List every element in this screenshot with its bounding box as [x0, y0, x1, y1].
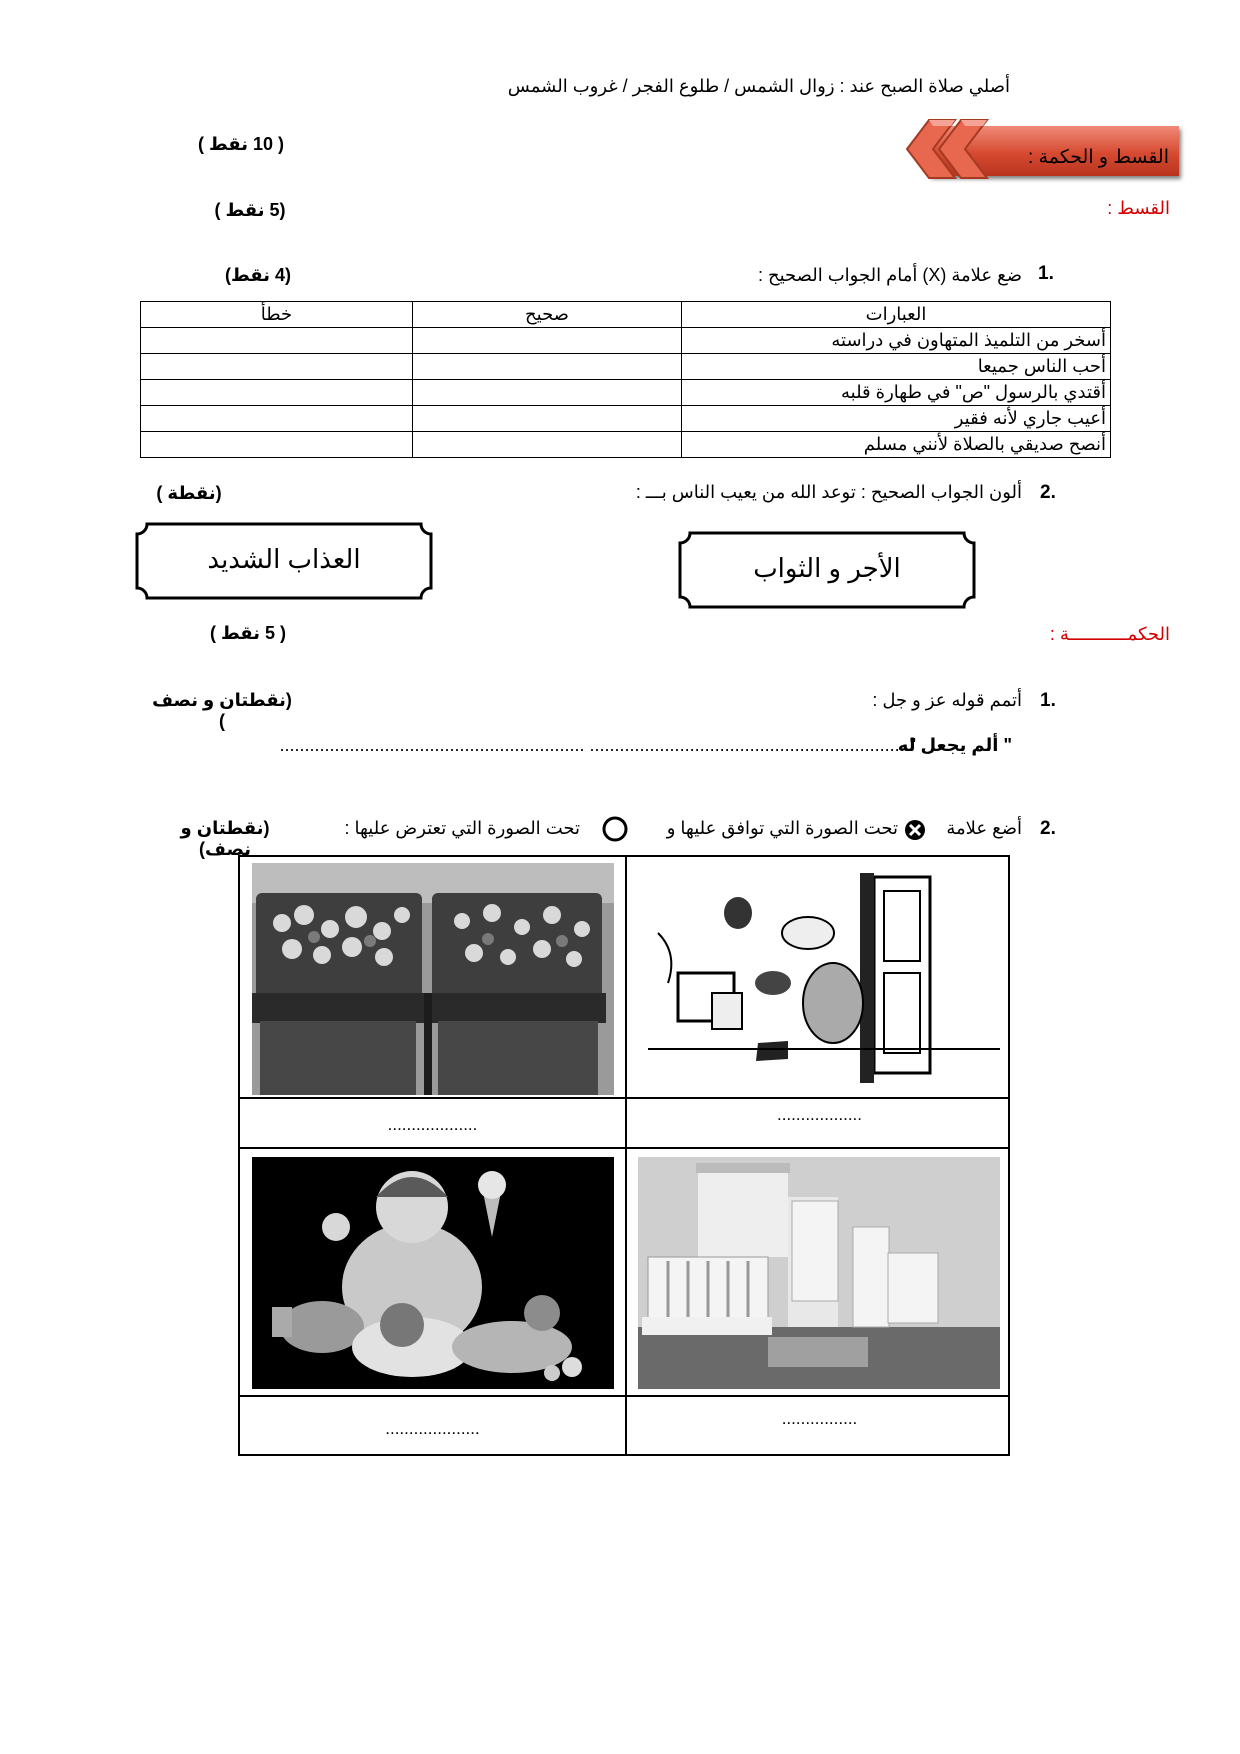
circle-mark-icon: [601, 815, 629, 843]
answer-blank[interactable]: ....................: [385, 1419, 480, 1438]
correct-cell[interactable]: [413, 380, 682, 406]
header-correct: صحيح: [413, 302, 682, 328]
section-hikma-points: ( 5 نقط ): [210, 623, 286, 643]
x-mark-icon: [904, 819, 926, 841]
h2-text-c: تحت الصورة التي تعترض عليها :: [344, 818, 580, 838]
table-row: [141, 328, 1111, 354]
section-banner: [907, 118, 1179, 178]
statement-cell: أنصح صديقي بالصلاة لأنني مسلم: [682, 432, 1111, 458]
picture-food-waste: [252, 863, 614, 1095]
h1-text: أتمم قوله عز و جل :: [872, 690, 1022, 710]
verse-start: " ألم يجعل له: [897, 735, 1012, 755]
h2-text-b: تحت الصورة التي توافق عليها و: [666, 818, 898, 838]
verse-blank[interactable]: ............................................................. ................................................................": [279, 735, 916, 755]
answer-blank[interactable]: ................: [781, 1409, 858, 1428]
correct-cell[interactable]: [413, 432, 682, 458]
picture-messy-person: [638, 863, 1000, 1095]
q1-points: (4 نقط): [225, 265, 291, 285]
choice-reward[interactable]: [676, 529, 978, 611]
table-row: [141, 432, 1111, 458]
section-qist-title: القسط :: [1107, 198, 1170, 218]
statement-cell: أحب الناس جميعا: [682, 354, 1111, 380]
h2-text-a: أضع علامة: [946, 818, 1022, 838]
correct-cell[interactable]: [413, 406, 682, 432]
picture-clean-room: [638, 1157, 1000, 1389]
statement-cell: أسخر من التلميذ المتهاون في دراسته: [682, 328, 1111, 354]
choice-punishment[interactable]: [133, 520, 435, 602]
section-hikma-title: الحكمـــــــــــة :: [1049, 624, 1170, 644]
wrong-cell[interactable]: [141, 380, 413, 406]
wrong-cell[interactable]: [141, 406, 413, 432]
header-wrong: خطأ: [141, 302, 413, 328]
banner-chevron-icon: [899, 116, 999, 182]
total-points: ( 10 نقط ): [197, 134, 284, 154]
wrong-cell[interactable]: [141, 354, 413, 380]
statement-cell: أعيب جاري لأنه فقير: [682, 406, 1111, 432]
q2-text: ألون الجواب الصحيح : توعد الله من يعيب الناس بـــ :: [635, 482, 1022, 502]
q2-points: (نقطة ): [156, 483, 222, 503]
h2-number: 2.: [1040, 818, 1056, 839]
header-question: أصلي صلاة الصبح عند : زوال الشمس / طلوع الفجر / غروب الشمس: [507, 76, 1010, 96]
banner-label: القسط و الحكمة :: [1028, 147, 1169, 168]
q2-number: 2.: [1040, 482, 1056, 503]
header-statements: العبارات: [682, 302, 1111, 328]
picture-overeating: [252, 1157, 614, 1389]
h1-number: 1.: [1040, 690, 1056, 711]
section-qist-points: (5 نقط ): [214, 200, 286, 220]
choice-label: العذاب الشديد: [207, 544, 361, 574]
correct-cell[interactable]: [413, 328, 682, 354]
choice-label: الأجر و الثواب: [753, 553, 901, 583]
wrong-cell[interactable]: [141, 328, 413, 354]
table-row: [141, 380, 1111, 406]
h2-points: (نقطتان و نصف): [180, 818, 270, 859]
statement-cell: أقتدي بالرسول "ص" في طهارة قلبه: [682, 380, 1111, 406]
h1-points: (نقطتان و نصف ): [152, 690, 292, 731]
q1-number: 1.: [1038, 263, 1054, 284]
statements-table: [140, 301, 1111, 458]
table-row: [141, 354, 1111, 380]
answer-blank[interactable]: ...................: [387, 1115, 478, 1134]
correct-cell[interactable]: [413, 354, 682, 380]
answer-blank[interactable]: ..................: [776, 1105, 863, 1124]
picture-grid: [238, 855, 1010, 1456]
table-header-row: [141, 302, 1111, 328]
table-row: [141, 406, 1111, 432]
wrong-cell[interactable]: [141, 432, 413, 458]
q1-text: ضع علامة (X) أمام الجواب الصحيح :: [757, 265, 1022, 285]
